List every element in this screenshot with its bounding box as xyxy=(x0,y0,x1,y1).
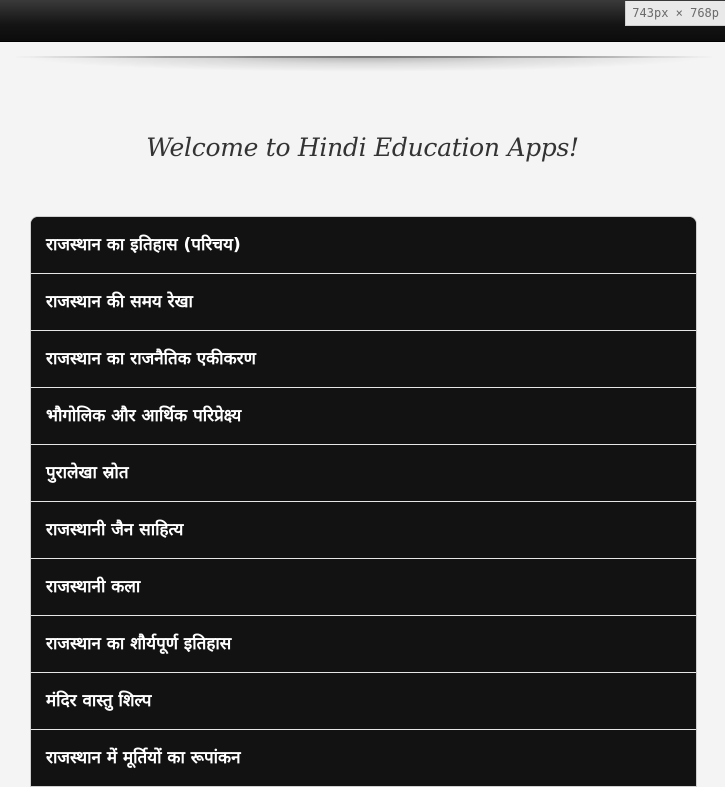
list-item[interactable]: मंदिर वास्तु शिल्प xyxy=(31,672,696,729)
list-item[interactable]: राजस्थान का इतिहास (परिचय) xyxy=(31,217,696,273)
header-divider-line xyxy=(14,56,714,58)
list-item[interactable]: राजस्थान का राजनैतिक एकीकरण xyxy=(31,330,696,387)
viewport-size-badge: 743px × 768p xyxy=(625,1,725,26)
top-header-bar xyxy=(0,0,725,42)
list-item[interactable]: राजस्थान की समय रेखा xyxy=(31,273,696,330)
list-item[interactable]: भौगोलिक और आर्थिक परिप्रेक्ष्य xyxy=(31,387,696,444)
list-item[interactable]: राजस्थान का शौर्यपूर्ण इतिहास xyxy=(31,615,696,672)
list-item[interactable]: राजस्थानी कला xyxy=(31,558,696,615)
list-item[interactable]: पुरालेखा स्रोत xyxy=(31,444,696,501)
list-item[interactable]: राजस्थानी जैन साहित्य xyxy=(31,501,696,558)
topic-list xyxy=(30,216,697,787)
list-item[interactable]: राजस्थान में मूर्तियों का रूपांकन xyxy=(31,729,696,786)
header-shadow-divider xyxy=(14,56,714,72)
page-title: Welcome to Hindi Education Apps! xyxy=(146,133,579,162)
